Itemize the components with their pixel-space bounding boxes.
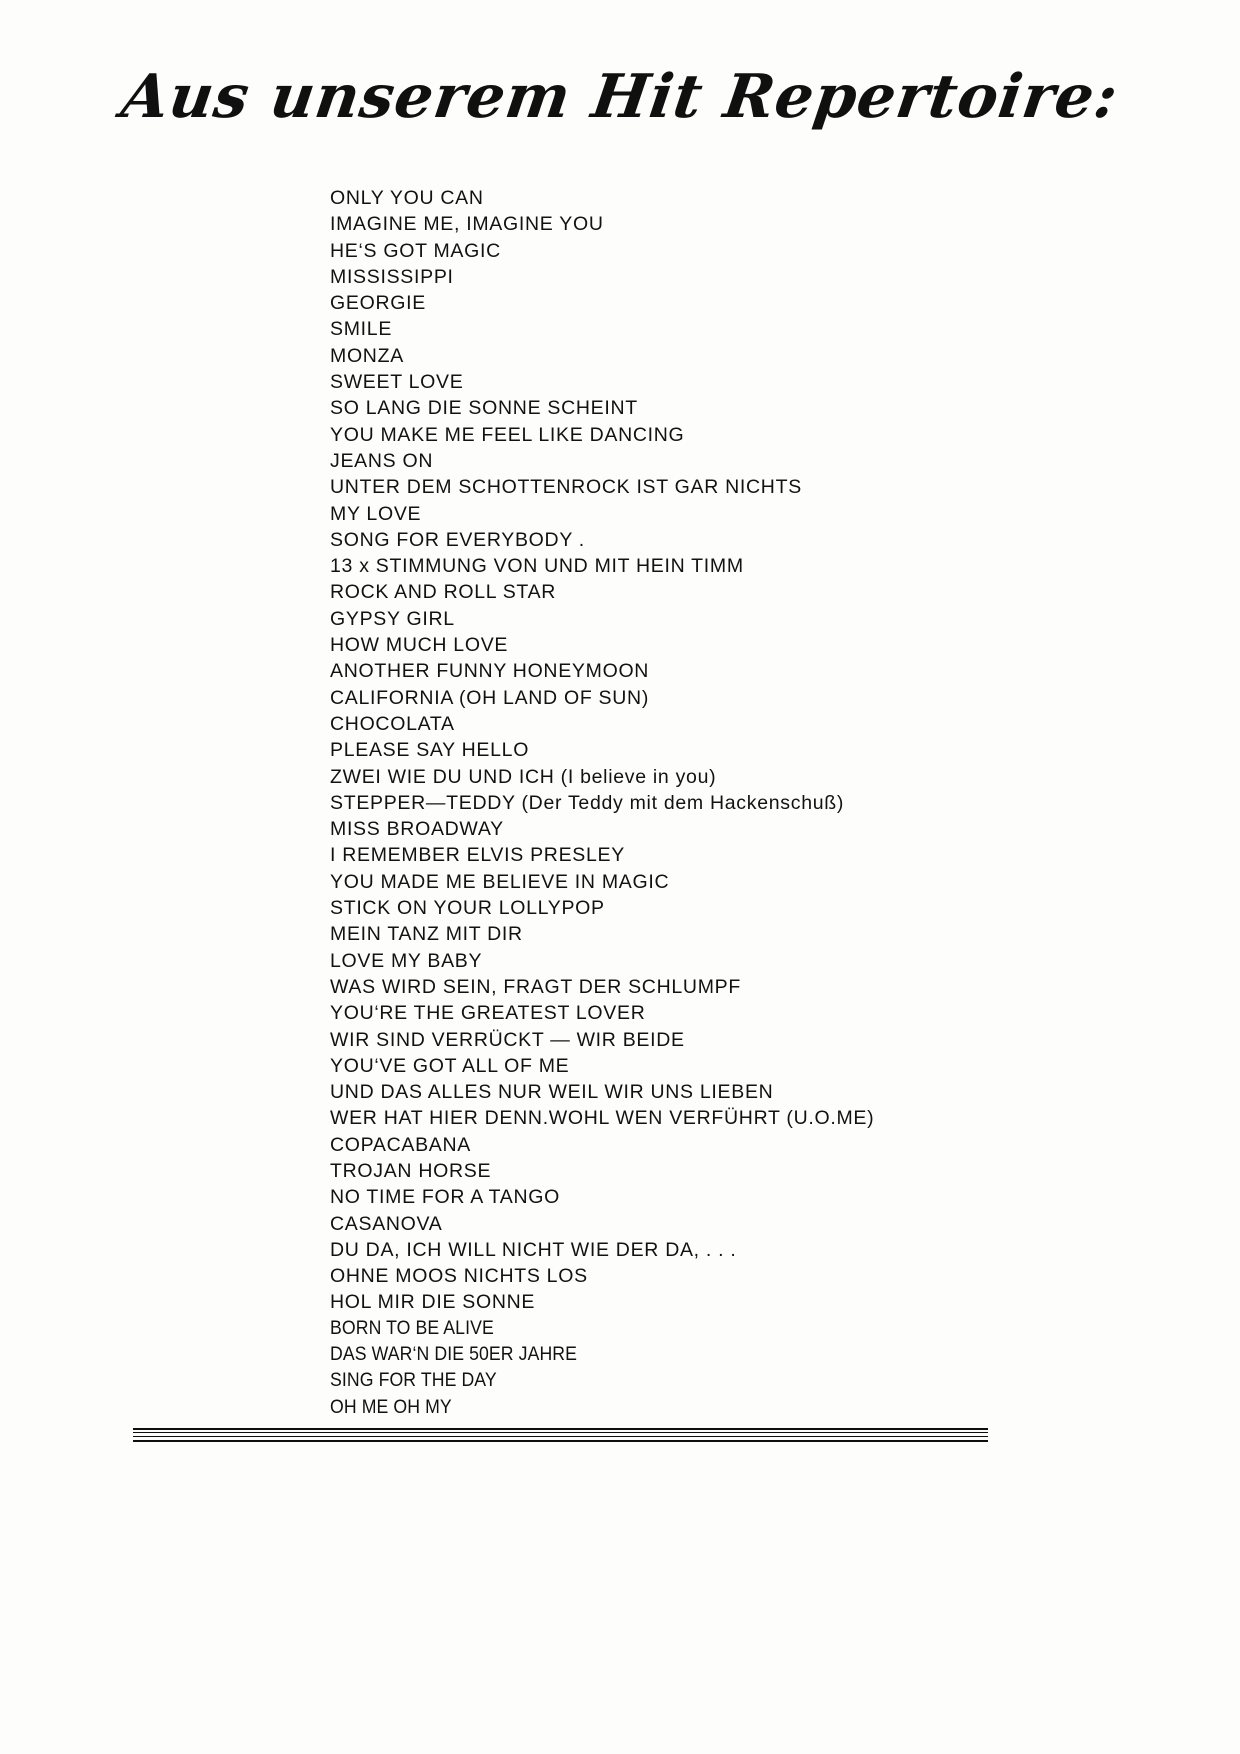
list-item: 13 x STIMMUNG VON UND MIT HEIN TIMM [330, 555, 744, 578]
list-item: ROCK AND ROLL STAR [330, 581, 557, 604]
list-item: SO LANG DIE SONNE SCHEINT [330, 397, 638, 420]
rule-line [133, 1432, 988, 1433]
list-item: YOU‘RE THE GREATEST LOVER [330, 1002, 646, 1025]
list-item: SWEET LOVE [330, 371, 464, 394]
list-item: YOU‘VE GOT ALL OF ME [330, 1054, 570, 1077]
list-item: YOU MAKE ME FEEL LIKE DANCING [330, 423, 685, 446]
list-item: ANOTHER FUNNY HONEYMOON [330, 660, 650, 683]
list-item: OH ME OH MY [330, 1396, 452, 1418]
list-item: BORN TO BE ALIVE [330, 1317, 494, 1339]
list-item: MONZA [330, 344, 404, 367]
list-item: TROJAN HORSE [330, 1159, 492, 1182]
list-item: LOVE MY BABY [330, 949, 483, 972]
list-item: MISSISSIPPI [330, 265, 454, 288]
list-item: UNTER DEM SCHOTTENROCK IST GAR NICHTS [330, 476, 802, 499]
list-item: HE‘S GOT MAGIC [330, 239, 501, 262]
list-item: DAS WAR‘N DIE 50ER JAHRE [330, 1344, 578, 1366]
list-item: I REMEMBER ELVIS PRESLEY [330, 844, 625, 867]
page-title: Aus unserem Hit Repertoire: [117, 62, 1123, 132]
list-item: WIR SIND VERRÜCKT — WIR BEIDE [330, 1028, 685, 1051]
list-item: CASANOVA [330, 1212, 443, 1235]
rule-line [133, 1436, 988, 1437]
list-item: SONG FOR EVERYBODY . [330, 528, 585, 551]
list-item: UND DAS ALLES NUR WEIL WIR UNS LIEBEN [330, 1081, 774, 1104]
list-item: GYPSY GIRL [330, 607, 455, 630]
list-item: MEIN TANZ MIT DIR [330, 923, 523, 946]
rule-line [133, 1428, 988, 1430]
list-item: ONLY YOU CAN [330, 187, 484, 209]
rule-line [133, 1440, 988, 1442]
list-item: DU DA, ICH WILL NICHT WIE DER DA, . . . [330, 1238, 737, 1261]
list-item: OHNE MOOS NICHTS LOS [330, 1265, 588, 1288]
list-item: SING FOR THE DAY [330, 1370, 497, 1392]
list-item: PLEASE SAY HELLO [330, 739, 530, 762]
list-item: IMAGINE ME, IMAGINE YOU [330, 213, 604, 236]
list-item: STEPPER—TEDDY (Der Teddy mit dem Hackenschuß) [330, 791, 845, 814]
song-list [330, 185, 1170, 1421]
list-item: MY LOVE [330, 502, 422, 525]
list-item: NO TIME FOR A TANGO [330, 1186, 560, 1209]
list-item: HOL MIR DIE SONNE [330, 1291, 536, 1314]
list-item: WAS WIRD SEIN, FRAGT DER SCHLUMPF [330, 975, 741, 998]
bottom-rule [133, 1428, 988, 1442]
list-item: CALIFORNIA (OH LAND OF SUN) [330, 686, 650, 709]
list-item: WER HAT HIER DENN.WOHL WEN VERFÜHRT (U.O.ME) [330, 1107, 875, 1130]
list-item: CHOCOLATA [330, 712, 455, 735]
list-item: COPACABANA [330, 1133, 472, 1156]
list-item: MISS BROADWAY [330, 818, 504, 841]
list-item: GEORGIE [330, 292, 426, 315]
list-item: HOW MUCH LOVE [330, 634, 509, 657]
list-item: JEANS ON [330, 449, 434, 472]
list-item: STICK ON YOUR LOLLYPOP [330, 897, 605, 920]
list-item: YOU MADE ME BELIEVE IN MAGIC [330, 870, 670, 893]
list-item: SMILE [330, 318, 393, 341]
list-item: ZWEI WIE DU UND ICH (I believe in you) [330, 765, 717, 788]
